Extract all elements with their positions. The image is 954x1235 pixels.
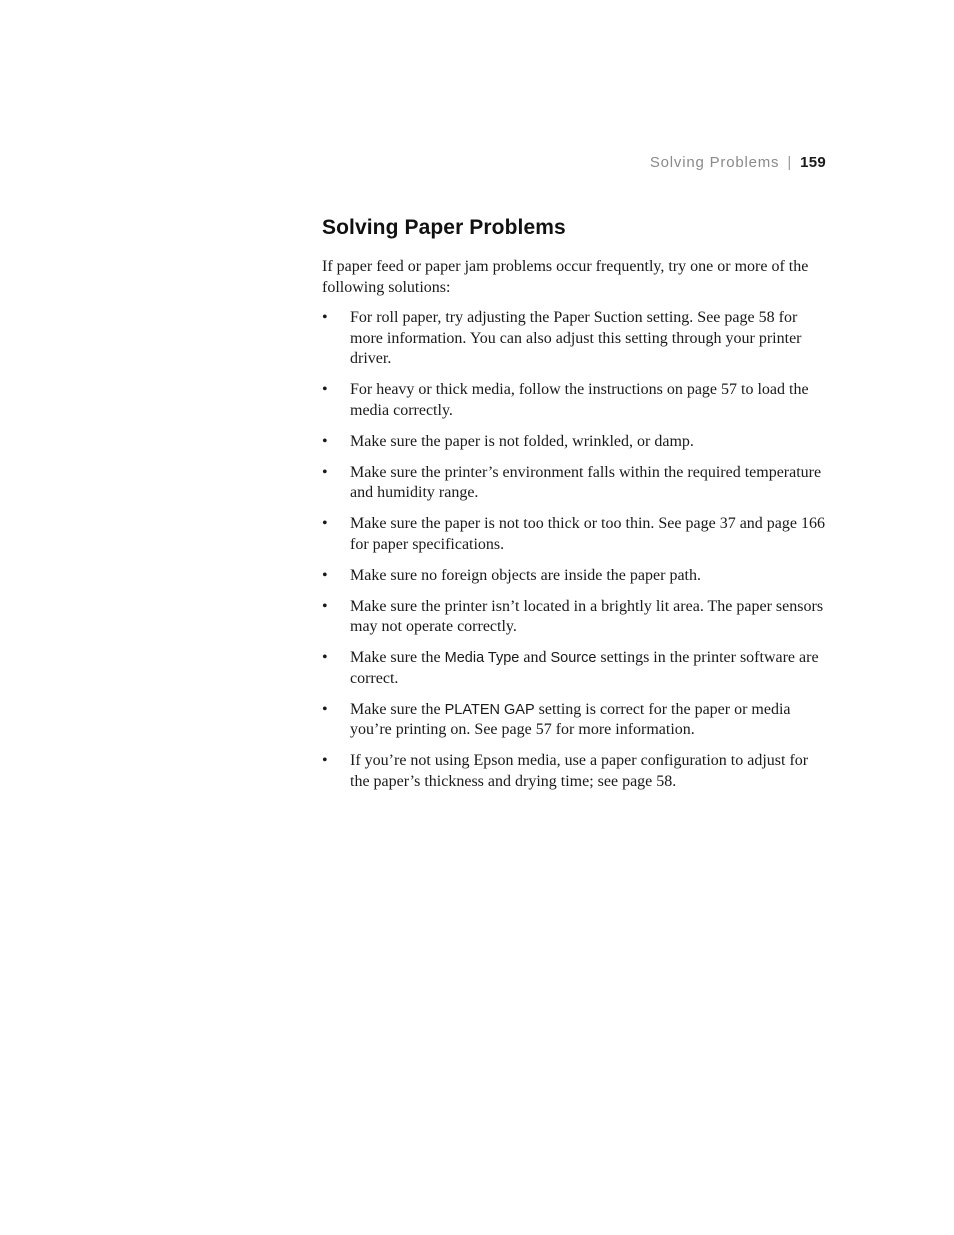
bullet-icon: • (322, 432, 328, 450)
list-item-text: If you’re not using Epson media, use a paper configuration to adjust for the paper’s thickness and drying time; see page 58. (350, 752, 809, 790)
bullet-icon: • (322, 700, 328, 718)
text-segment: setting is correct for the paper or media you’re printing on. See page 57 for more information. (350, 700, 791, 738)
list-item (322, 751, 828, 792)
bullet-icon: • (322, 381, 328, 398)
page-content (322, 216, 828, 803)
list-item-text: Make sure the printer isn’t located in a brightly lit area. The paper sensors may not operate correctly. (350, 597, 824, 635)
list-item (322, 514, 828, 555)
list-item-text: Make sure no foreign objects are inside the paper path. (350, 566, 701, 584)
intro-paragraph: If paper feed or paper jam problems occur frequently, try one or more of the following solutions: (322, 258, 809, 296)
list-item (322, 432, 828, 453)
bullet-icon: • (322, 463, 328, 481)
list-item (322, 597, 828, 638)
list-item-text: Make sure the paper is not too thick or too thin. See page 37 and page 166 for paper specifications. (350, 515, 825, 553)
source-setting-label: Source (550, 650, 597, 666)
bullet-icon: • (322, 649, 328, 666)
list-item-text: For roll paper, try adjusting the Paper Suction setting. See page 58 for more information. You can also adjust this setting through your printer driver. (350, 309, 802, 367)
list-item (322, 380, 828, 421)
list-item (322, 463, 828, 504)
text-segment: Make sure the (350, 700, 445, 718)
list-item-text: For heavy or thick media, follow the instructions on page 57 to load the media correctly. (350, 381, 809, 419)
media-type-setting-label: Media Type (444, 650, 520, 666)
solutions-list (322, 308, 828, 792)
list-item (322, 648, 828, 689)
list-item (322, 566, 828, 587)
page-title: Solving Paper Problems (322, 216, 566, 239)
header-separator: | (787, 154, 793, 171)
list-item-text (350, 701, 791, 739)
list-item-text (350, 649, 819, 687)
page-number: 159 (800, 154, 826, 171)
bullet-icon: • (322, 752, 328, 769)
text-segment: Make sure the (350, 649, 445, 666)
bullet-icon: • (322, 515, 328, 532)
list-item (322, 308, 828, 370)
bullet-icon: • (322, 597, 328, 615)
list-item-text: Make sure the paper is not folded, wrinkled, or damp. (350, 432, 694, 450)
running-header (650, 154, 826, 171)
platen-gap-setting-label: PLATEN GAP (444, 701, 535, 718)
section-title: Solving Problems (649, 154, 780, 171)
text-segment: settings in the printer software are correct. (350, 649, 819, 687)
list-item-text: Make sure the printer’s environment falls within the required temperature and humidity range. (350, 463, 822, 501)
bullet-icon: • (322, 566, 328, 584)
list-item (322, 700, 828, 741)
text-segment: and (519, 649, 551, 666)
bullet-icon: • (322, 309, 328, 326)
